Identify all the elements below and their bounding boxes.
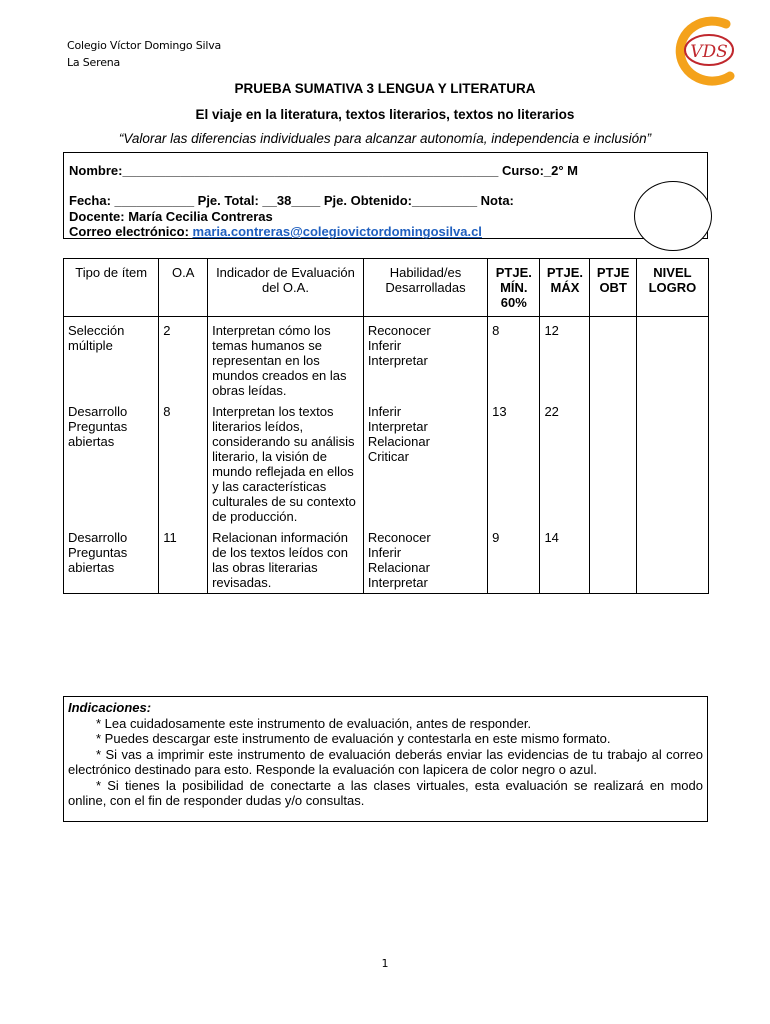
header-indicador: Indicador de Evaluación del O.A. [208,259,364,317]
cell-tipo: Desarrollo Preguntas abiertas [64,527,159,594]
evaluation-table [63,258,709,594]
cell-ptje-min: 9 [488,527,540,594]
email-link[interactable]: maria.contreras@colegiovictordomingosilva.cl [192,224,482,239]
cell-ptje-max: 14 [540,527,590,594]
school-logo [668,14,746,86]
cell-ptje-obt[interactable] [590,401,636,527]
header-ptje-obt: PTJE OBT [590,259,636,317]
header-habilidades: Habilidad/es Desarrolladas [363,259,487,317]
instruction-item: * Puedes descargar este instrumento de evaluación y contestarla en este mismo formato. [96,731,611,746]
cell-habilidades: Reconocer Inferir Relacionar Interpretar [363,527,487,594]
cell-ptje-obt[interactable] [590,317,636,402]
exam-subtitle: El viaje en la literatura, textos literarios, textos no literarios [195,107,575,122]
header-ptje-max: PTJE. MÁX [540,259,590,317]
table-header-row [64,259,709,317]
cell-indicador: Interpretan cómo los temas humanos se representan en los mundos creados en las obras leídas. [208,317,364,402]
cell-tipo: Selección múltiple [64,317,159,402]
email-label: Correo electrónico: [69,224,193,239]
page-number: 1 [381,957,389,970]
instruction-item: * Si vas a imprimir este instrumento de evaluación deberás enviar las evidencias de tu trabajo al correo electrónico destinado para esto. Responde la evaluación con lapicera de color negro o azul. [68,746,703,777]
cell-ptje-max: 22 [540,401,590,527]
header-tipo: Tipo de ítem [64,259,159,317]
school-header [67,37,221,71]
exam-motto: “Valorar las diferencias individuales para alcanzar autonomía, independencia e inclusión” [118,131,652,146]
date-score-line: Fecha: ___________ Pje. Total: __38____ Pje. Obtenido:_________ Nota: [69,193,514,208]
instructions-box [63,696,708,822]
grade-circle [634,181,712,251]
name-course-line: Nombre:____________________________________________________ Curso:_2° M [69,163,579,178]
cell-ptje-obt[interactable] [590,527,636,594]
logo-lettering: VDS [690,42,728,62]
instruction-item: * Lea cuidadosamente este instrumento de evaluación, antes de responder. [96,715,532,731]
cell-oa: 11 [159,527,208,594]
instructions-title: Indicaciones: [68,700,152,715]
email-line [69,224,482,239]
exam-title: PRUEBA SUMATIVA 3 LENGUA Y LITERATURA [234,81,536,96]
instruction-item: * Si tienes la posibilidad de conectarte a las clases virtuales, esta evaluación se realizará en modo online, con el fin de responder dudas y/o consultas. [68,777,703,808]
teacher-line: Docente: María Cecilia Contreras [69,209,273,224]
school-city: La Serena [67,56,121,69]
table-row [64,527,709,594]
header-oa: O.A [159,259,208,317]
cell-indicador: Relacionan información de los textos leídos con las obras literarias revisadas. [208,527,364,594]
header-nivel-logro: NIVEL LOGRO [636,259,708,317]
cell-nivel[interactable] [636,527,708,594]
cell-habilidades: Reconocer Inferir Interpretar [363,317,487,402]
table-row [64,401,709,527]
cell-nivel[interactable] [636,317,708,402]
cell-nivel[interactable] [636,401,708,527]
cell-ptje-min: 13 [488,401,540,527]
table-row [64,317,709,402]
school-name: Colegio Víctor Domingo Silva [67,39,222,52]
cell-oa: 8 [159,401,208,527]
cell-oa: 2 [159,317,208,402]
cell-ptje-max: 12 [540,317,590,402]
header-ptje-min: PTJE. MÍN. 60% [488,259,540,317]
cell-indicador: Interpretan los textos literarios leídos, considerando su análisis literario, la visión de mundo reflejada en ellos y las características culturales de su contexto de producción. [208,401,364,527]
cell-habilidades: Inferir Interpretar Relacionar Criticar [363,401,487,527]
student-info-box [63,152,708,239]
cell-tipo: Desarrollo Preguntas abiertas [64,401,159,527]
cell-ptje-min: 8 [488,317,540,402]
